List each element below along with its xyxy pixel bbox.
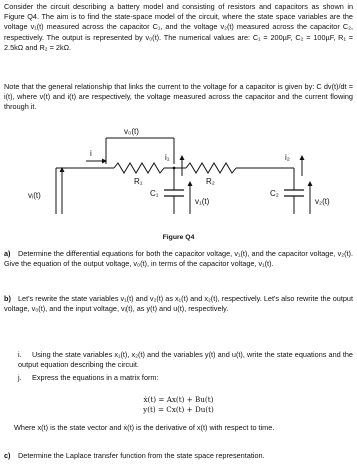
vo-label: v₀(t) [124, 127, 139, 136]
v1-label: v₁(t) [195, 197, 210, 206]
r1-label: R₁ [134, 177, 143, 186]
note-paragraph: Note that the general relationship that links the current to the voltage for a capacitor is given by: C dv(t)/dt = i(t), where v(t) and i(t) are respectively, the voltage measured across the capacitor and the current flowing through it. [4, 82, 353, 112]
question-a-label: a) [4, 249, 11, 258]
v1-arrowhead [188, 181, 193, 186]
question-b-i [18, 350, 353, 370]
where-note: Where x(t) is the state vector and ẋ(t) is the derivative of x(t) with respect to time. [14, 423, 275, 432]
r1-resistor [114, 163, 164, 173]
figure-caption: Figure Q4 [162, 234, 195, 241]
question-b-text: Let's rewrite the state variables v₁(t) and v₂(t) as x₁(t) and x₂(t), respectively. Let's also rewrite the output voltage, v₀(t), and the input voltage, vᵢ(t), as y(t) and u(t), respectively. [4, 294, 353, 314]
question-c-label: c) [4, 451, 11, 460]
question-i-text: Using the state variables x₁(t), x₂(t) and the variables y(t) and u(t), write the state equations and the output equation describing the circuit. [18, 350, 353, 370]
question-i-label: i. [18, 350, 22, 359]
intro-paragraph: Consider the circuit describing a battery model and consisting of resistors and capacitors as shown in Figure Q4. The aim is to find the state-space model of the circuit, where the state space variables are the voltage v₁(t) measured across the capacitor C₁, and the voltage v₂(t) measured across the capacitor C₂, respectively. The output is represented by v₀(t). The numerical values are: C₁ = 200µF, C₂ = 100µF, R₁ = 2.5kΩ and R₂ = 2kΩ. [4, 2, 353, 52]
r2-resistor [186, 163, 236, 173]
r2-label: R₂ [206, 177, 215, 186]
question-b-j [18, 373, 353, 383]
circuit-diagram [26, 124, 336, 214]
node-dot [173, 167, 176, 170]
question-j-label: j. [18, 373, 22, 382]
v2-label: v₂(t) [315, 197, 330, 206]
c2-label: C₂ [270, 189, 279, 198]
state-equation: ẋ(t) = Ax(t) + Bu(t) [143, 395, 214, 404]
question-b-label: b) [4, 294, 11, 303]
i1-label: i₁ [165, 153, 170, 162]
vi-label: vᵢ(t) [28, 191, 41, 200]
i1-arrowhead [180, 155, 185, 160]
question-j-text: Express the equations in a matrix form: [32, 373, 159, 382]
question-c-text: Determine the Laplace transfer function from the state space representation. [18, 451, 265, 460]
i2-arrowhead [300, 155, 305, 160]
question-b [4, 294, 353, 314]
question-a-text: Determine the differential equations for both the capacitor voltage, v₁(t), and the capacitor voltage, v₂(t). Give the equation of the output voltage, v₀(t), in terms of the capacitor voltage, v₁(t). [4, 249, 353, 269]
i-label: i [90, 149, 92, 158]
question-c [4, 451, 353, 461]
v2-arrowhead [308, 181, 313, 186]
i2-label: i₂ [285, 153, 290, 162]
output-equation: y(t) = Cx(t) + Du(t) [143, 404, 214, 414]
question-a [4, 249, 353, 269]
c1-label: C₁ [150, 189, 159, 198]
state-space-equations [4, 395, 353, 414]
